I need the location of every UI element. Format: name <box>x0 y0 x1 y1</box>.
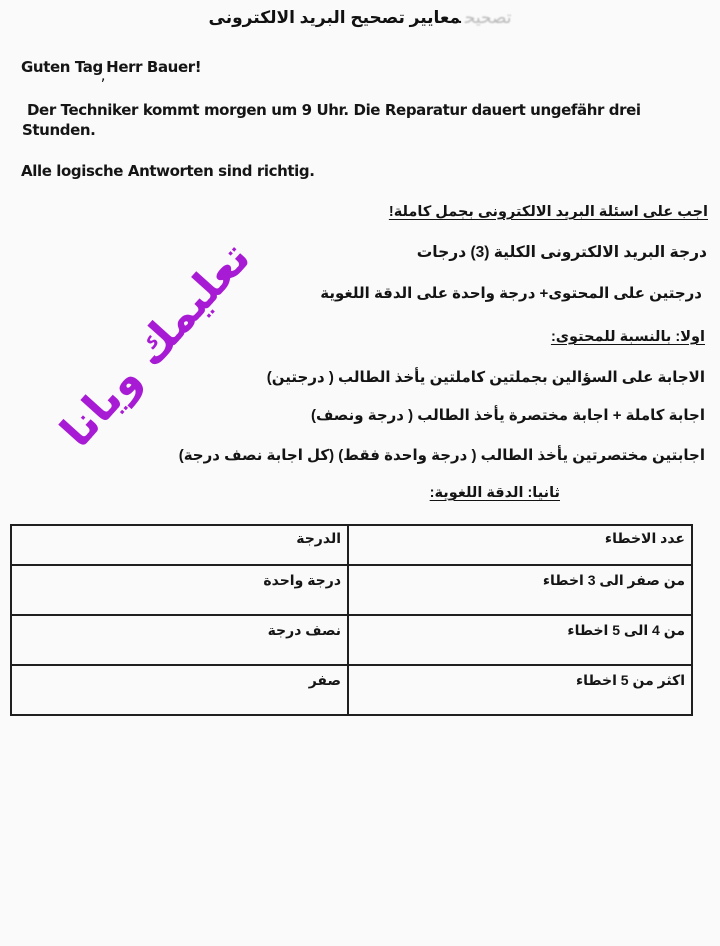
table-row <box>11 615 692 665</box>
email-greeting <box>21 58 202 84</box>
email-model-answer <box>22 100 702 140</box>
cell-grade: صفر <box>11 665 348 715</box>
content-rule-3: اجابتين مختصرتين يأخذ الطالب ( درجة واحدة فقط) (كل اجابة نصف درجة) <box>178 447 705 464</box>
answer-line-1: Der Techniker kommt morgen um 9 Uhr. Die Reparatur dauert ungefähr drei <box>27 101 641 119</box>
content-rule-1: الاجابة على السؤالين بجملتين كاملتين يأخذ الطالب ( درجتين) <box>266 369 705 386</box>
language-accuracy-table <box>10 524 693 716</box>
cell-mistakes: اكثر من 5 اخطاء <box>348 665 692 715</box>
table-row <box>11 665 692 715</box>
document-title <box>0 8 720 28</box>
title-faded-prefix: تصحيح <box>464 8 512 27</box>
title-text: معايير تصحيح البريد الالكترونى <box>208 8 461 27</box>
table-row <box>11 565 692 615</box>
greeting-part-2: Herr Bauer! <box>106 58 202 76</box>
cell-mistakes: من 4 الى 5 اخطاء <box>348 615 692 665</box>
header-grade: الدرجة <box>11 525 348 565</box>
greeting-comma: , <box>100 66 106 84</box>
greeting-part-1: Guten Tag <box>21 58 103 76</box>
accuracy-section-heading: ثانيا: الدقة اللغوية: <box>429 485 560 501</box>
grade-split-line: درجتين على المحتوى+ درجة واحدة على الدقة اللغوية <box>320 285 702 302</box>
cell-grade: نصف درجة <box>11 615 348 665</box>
instruction-heading: اجب على اسئلة البريد الالكترونى بجمل كاملة! <box>388 204 708 220</box>
header-mistakes-count: عدد الاخطاء <box>348 525 692 565</box>
content-rule-2: اجابة كاملة + اجابة مختصرة يأخذ الطالب ( درجة ونصف) <box>310 407 705 424</box>
total-grade-line: درجة البريد الالكترونى الكلية (3) درجات <box>416 244 707 261</box>
watermark-text: تعليمك ويانا <box>50 232 261 458</box>
content-section-heading: اولا: بالنسبة للمحتوى: <box>550 329 705 345</box>
answer-line-2: Stunden. <box>22 121 96 139</box>
answers-note: Alle logische Antworten sind richtig. <box>21 162 315 180</box>
cell-grade: درجة واحدة <box>11 565 348 615</box>
table-header-row <box>11 525 692 565</box>
cell-mistakes: من صفر الى 3 اخطاء <box>348 565 692 615</box>
